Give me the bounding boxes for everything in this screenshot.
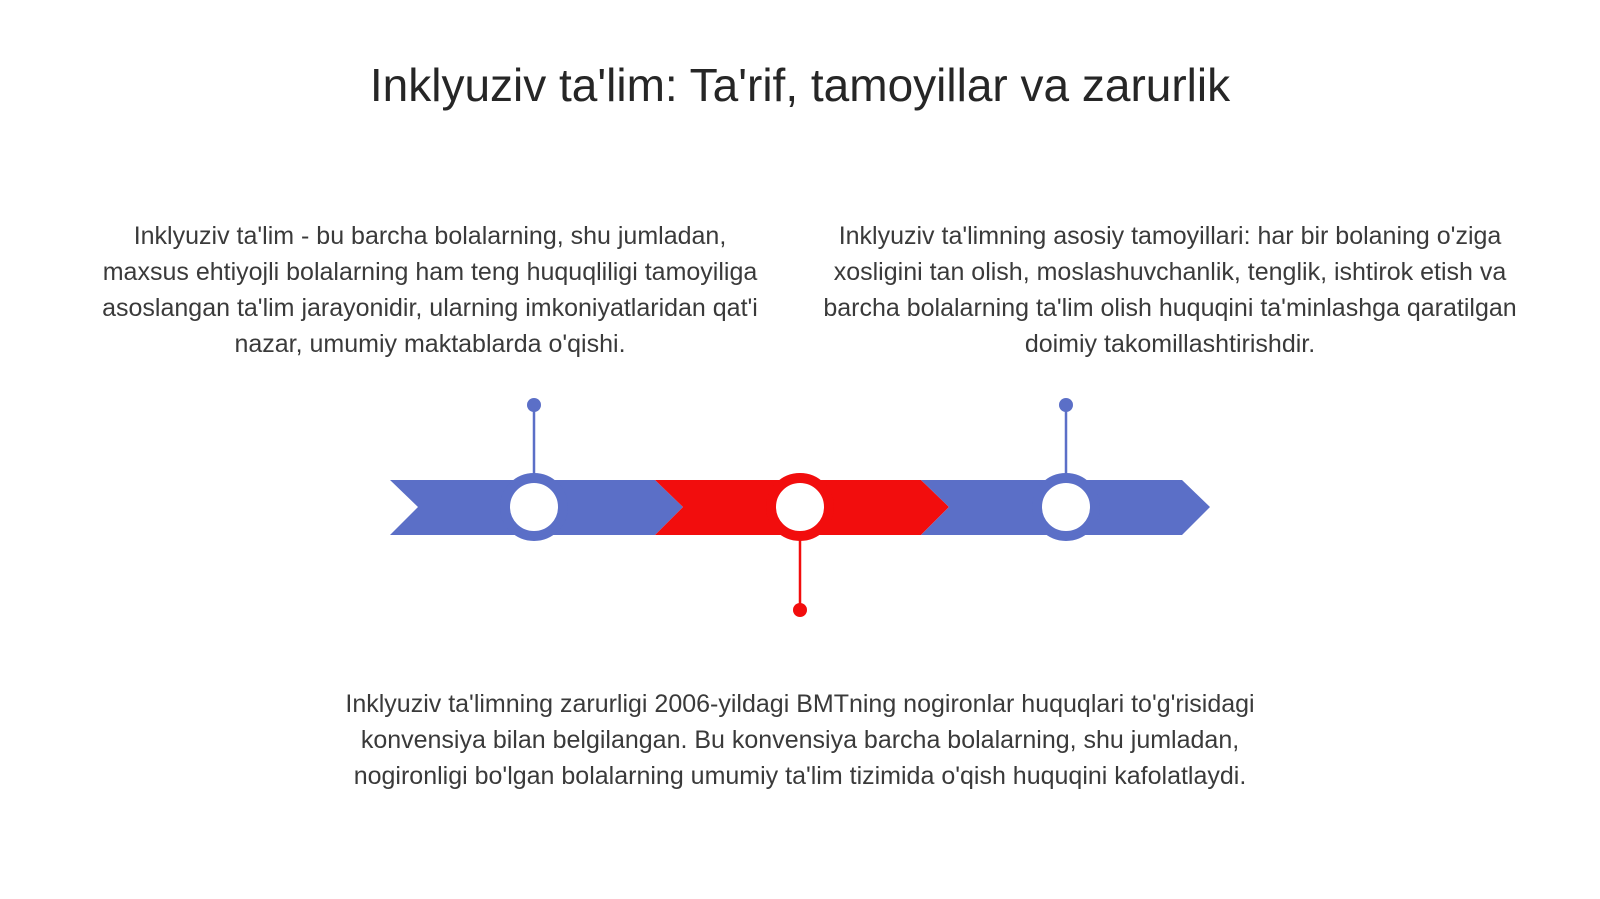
- timeline-node-3: [1037, 478, 1095, 536]
- timeline-node-2: [771, 478, 829, 536]
- timeline-dot-3: [1059, 398, 1073, 412]
- timeline-text-2: Inklyuziv ta'limning zarurligi 2006-yildagi BMTning nogironlar huquqlari to'g'risidagi konvensiya bilan belgilangan. Bu konvensiya barcha bolalarning, shu jumladan, nogironligi bo'lgan bolalarning umumiy ta'lim tizimida o'qish huquqini kafolatlaydi.: [345, 690, 1255, 790]
- slide-title: Inklyuziv ta'lim: Ta'rif, tamoyillar va zarurlik: [369, 59, 1231, 111]
- timeline-text-3: Inklyuziv ta'limning asosiy tamoyillari: har bir bolaning o'ziga xosligini tan olish, moslashuvchanlik, tenglik, ishtirok etish va barcha bolalarning ta'lim olish huquqini ta'minlashga qaratilgan doimiy takomillashtirishdir.: [823, 222, 1517, 358]
- timeline-dot-1: [527, 398, 541, 412]
- timeline-dot-2: [793, 603, 807, 617]
- timeline-node-1: [505, 478, 563, 536]
- timeline-text-1: Inklyuziv ta'lim - bu barcha bolalarning, shu jumladan, maxsus ehtiyojli bolalarning ham teng huquqliligi tamoyiliga asoslangan ta'lim jarayonidir, ularning imkoniyatlaridan qat'i nazar, umumiy maktablarda o'qishi.: [102, 222, 758, 358]
